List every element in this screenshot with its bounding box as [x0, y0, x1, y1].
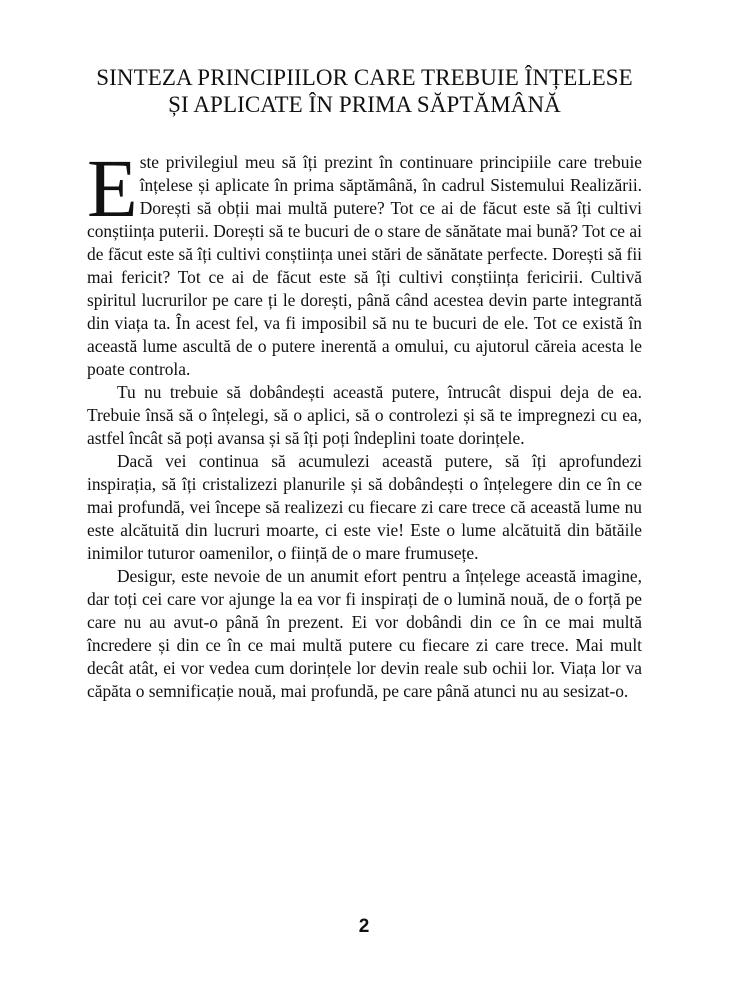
paragraph-1: [87, 142, 642, 381]
chapter-title: [60, 64, 669, 118]
chapter-title-line-1: SINTEZA PRINCIPIILOR CARE TREBUIE ÎNȚELESE: [96, 65, 633, 90]
paragraph-3: Dacă vei continua să acumulezi această putere, să îți aprofundezi inspirația, să îți cristalizezi planurile și să dobândești o înțelegere din ce în ce mai profundă, vei începe să realizezi cu fiecare zi care trece că această lume nu este alcătuită din lucruri moarte, ci este vie! Este o lume alcătuită din bătăile inimilor tuturor oamenilor, o ființă de o mare frumusețe.: [87, 451, 642, 563]
paragraph-4: Desigur, este nevoie de un anumit efort pentru a înțelege această imagine, dar toți cei care vor ajunge la ea vor fi inspirați de o lumină nouă, de o forță pe care nu au avut-o până în prezent. Ei vor dobândi din ce în ce mai multă încredere și din ce în ce mai multă putere cu fiecare zi care trece. Mai mult decât atât, ei vor vedea cum dorințele lor devin reale sub ochii lor. Viața lor va căpăta o semnificație nouă, mai profundă, pe care până atunci nu au sesizat-o.: [87, 566, 642, 701]
chapter-title-line-2: ȘI APLICATE ÎN PRIMA SĂPTĂMÂNĂ: [168, 92, 561, 117]
paragraph-1-text: ste privilegiul meu să îți prezint în continuare principiile care trebuie înțelese și aplicate în prima săptămână, în cadrul Sistemului Realizării. Dorești să obții mai multă putere? Tot ce ai de făcut este să îți cultivi conștiința puterii. Dorești să te bucuri de o stare de sănătate mai bună? Tot ce ai de făcut este să îți cultivi conștiința unei stări de sănătate perfecte. Dorești să fii mai fericit? Tot ce ai de făcut este să îți cultivi conștiința fericirii. Cultivă spiritul lucrurilor pe care ți le dorești, până când acestea devin parte integrantă din viața ta. În acest fel, va fi imposibil să nu te bucuri de ele. Tot ce există în această lume ascultă de o putere inerentă a omului, cu ajutorul căreia acesta le poate controla.: [87, 152, 642, 379]
drop-cap: E: [87, 142, 138, 234]
page-number: 2: [358, 916, 370, 937]
body-text: [87, 142, 642, 703]
paragraph-2: Tu nu trebuie să dobândești această putere, întrucât dispui deja de ea. Trebuie însă să o înțelegi, să o aplici, să o controlezi și să te impregnezi cu ea, astfel încât să poți avansa și să îți poți îndeplini toate dorințele.: [87, 382, 642, 448]
